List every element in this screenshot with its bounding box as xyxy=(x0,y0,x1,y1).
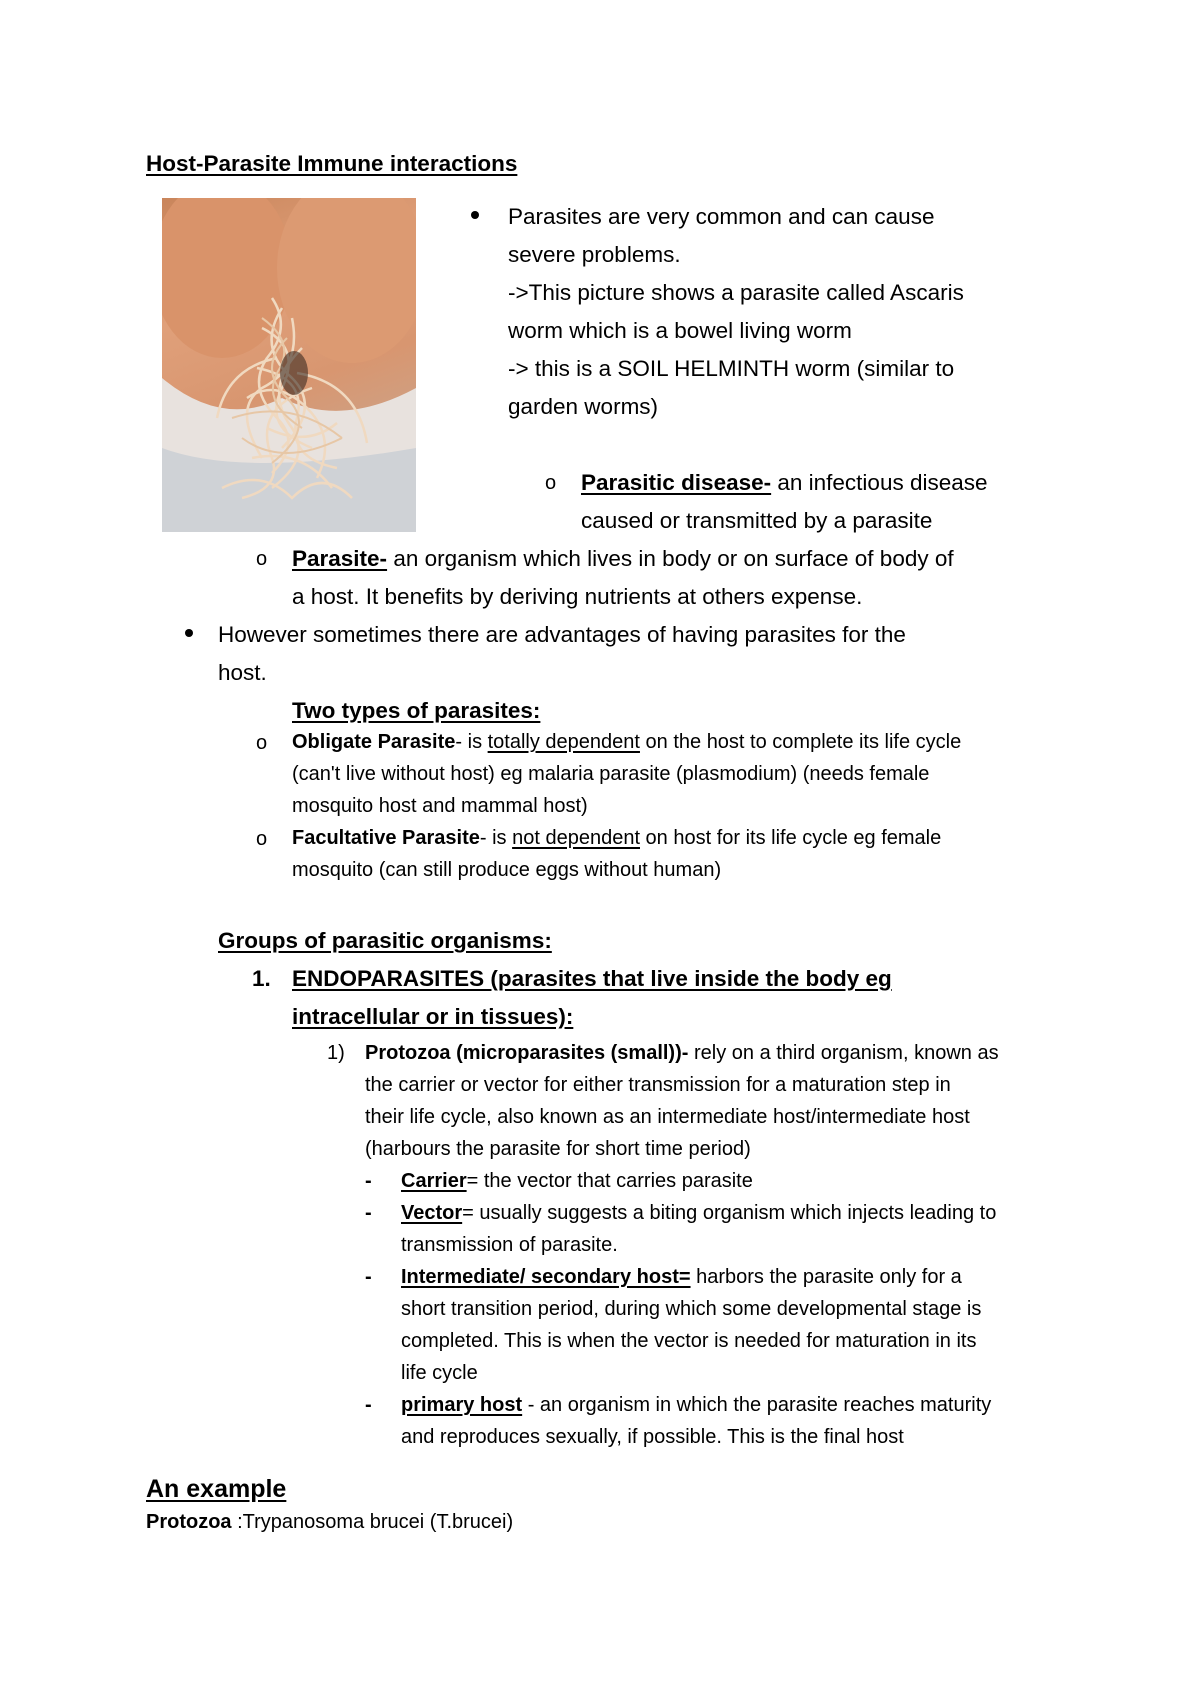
ascaris-worms-photo xyxy=(162,198,416,532)
text-line: mosquito (can still produce eggs without human) xyxy=(292,859,722,881)
term-carrier: Carrier xyxy=(401,1170,467,1192)
term-obligate-parasite: Obligate Parasite xyxy=(292,731,456,753)
circle-bullet-icon: o xyxy=(256,548,268,570)
emphasis-text: not dependent xyxy=(512,827,640,849)
text-line: life cycle xyxy=(401,1362,478,1384)
text-line: the carrier or vector for either transmission for a maturation step in xyxy=(365,1074,951,1096)
text-fragment: :Trypanosoma brucei (T.brucei) xyxy=(231,1511,514,1533)
section-heading-example: An example xyxy=(146,1475,287,1503)
intermediate-host-item xyxy=(401,1261,962,1293)
term-protozoa: Protozoa (microparasites (small))- xyxy=(365,1042,689,1064)
term-vector: Vector xyxy=(401,1202,463,1224)
text-line: host. xyxy=(218,660,267,685)
list-number: 1. xyxy=(252,966,271,991)
dash-bullet: - xyxy=(365,1170,372,1192)
circle-bullet-icon: o xyxy=(545,472,557,494)
text-line: Parasites are very common and can cause xyxy=(508,204,935,229)
text-line: a host. It benefits by deriving nutrients at others expense. xyxy=(292,584,863,609)
text-fragment: = the vector that carries parasite xyxy=(466,1170,753,1192)
bullet-point xyxy=(185,629,193,637)
text-fragment: - an organism in which the parasite reaches maturity xyxy=(522,1394,992,1416)
endoparasites-heading: ENDOPARASITES (parasites that live inside the body eg xyxy=(292,966,892,991)
dash-bullet: - xyxy=(365,1394,372,1416)
section-heading-groups: Groups of parasitic organisms: xyxy=(218,928,552,953)
text-line: However sometimes there are advantages of having parasites for the xyxy=(218,622,906,647)
dash-bullet: - xyxy=(365,1266,372,1288)
parasite-definition xyxy=(292,540,954,578)
text-line: severe problems. xyxy=(508,242,681,267)
carrier-item xyxy=(401,1165,753,1197)
text-fragment: = usually suggests a biting organism which injects leading to xyxy=(462,1202,997,1224)
text-line: an infectious disease xyxy=(771,470,988,495)
dash-bullet: - xyxy=(365,1202,372,1224)
list-number: 1) xyxy=(327,1042,345,1064)
example-text xyxy=(146,1506,513,1538)
text-fragment: rely on a third organism, known as xyxy=(688,1042,999,1064)
vector-item xyxy=(401,1197,996,1229)
text-fragment: on host for its life cycle eg female xyxy=(640,827,942,849)
text-line: completed. This is when the vector is needed for maturation in its xyxy=(401,1330,977,1352)
text-line: worm which is a bowel living worm xyxy=(508,318,852,343)
circle-bullet-icon: o xyxy=(256,732,268,754)
text-line: (can't live without host) eg malaria parasite (plasmodium) (needs female xyxy=(292,763,930,785)
protozoa-item xyxy=(365,1037,999,1069)
term-parasitic-disease: Parasitic disease- xyxy=(581,470,772,495)
text-line: garden worms) xyxy=(508,394,659,419)
parasitic-disease-definition xyxy=(581,464,988,502)
text-line: caused or transmitted by a parasite xyxy=(581,508,933,533)
text-line: their life cycle, also known as an intermediate host/intermediate host xyxy=(365,1106,970,1128)
term-primary-host: primary host xyxy=(401,1394,523,1416)
text-line: ->This picture shows a parasite called Ascaris xyxy=(508,280,964,305)
text-fragment: on the host to complete its life cycle xyxy=(639,731,962,753)
text-line: and reproduces sexually, if possible. This is the final host xyxy=(401,1426,904,1448)
text-fragment: - is xyxy=(455,731,488,753)
primary-host-item xyxy=(401,1389,991,1421)
text-line: an organism which lives in body or on surface of body of xyxy=(387,546,954,571)
text-fragment: harbors the parasite only for a xyxy=(690,1266,962,1288)
term-facultative-parasite: Facultative Parasite xyxy=(292,827,480,849)
page-title: Host-Parasite Immune interactions xyxy=(146,151,518,176)
text-line: short transition period, during which some developmental stage is xyxy=(401,1298,982,1320)
text-line: (harbours the parasite for short time period) xyxy=(365,1138,751,1160)
term-protozoa-example: Protozoa xyxy=(146,1511,232,1533)
circle-bullet-icon: o xyxy=(256,828,268,850)
emphasis-text: totally dependent xyxy=(487,731,640,753)
term-intermediate-host: Intermediate/ secondary host= xyxy=(401,1266,691,1288)
term-parasite: Parasite- xyxy=(292,546,388,571)
text-line: -> this is a SOIL HELMINTH worm (similar to xyxy=(508,356,955,381)
text-fragment: - is xyxy=(479,827,513,849)
ascaris-worms-illustration xyxy=(162,198,416,532)
section-heading-two-types: Two types of parasites: xyxy=(292,698,541,723)
facultative-parasite-item xyxy=(292,822,941,854)
text-line: transmission of parasite. xyxy=(401,1234,618,1256)
obligate-parasite-item xyxy=(292,726,961,758)
bullet-point xyxy=(471,211,479,219)
text-line: mosquito host and mammal host) xyxy=(292,795,588,817)
endoparasites-heading-cont: intracellular or in tissues): xyxy=(292,1004,574,1029)
